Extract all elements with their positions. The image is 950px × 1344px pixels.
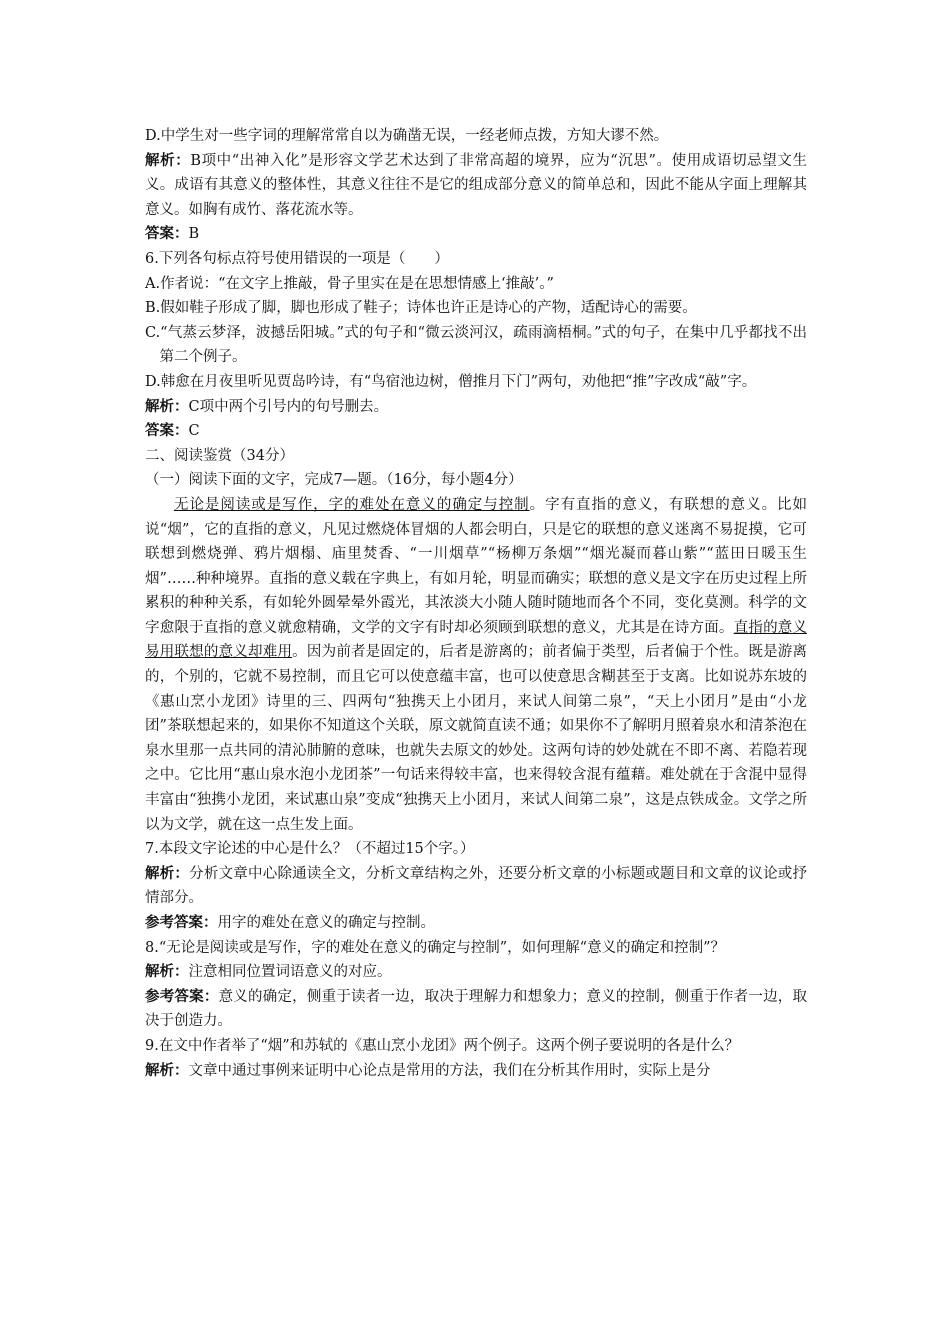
q5-option-d: D.中学生对一些字词的理解常常自以为确凿无误，一经老师点拨，方知大谬不然。: [145, 128, 669, 144]
answer-label: 参考答案：: [145, 914, 218, 931]
analysis-text: C项中两个引号内的句号删去。: [188, 398, 389, 415]
passage-underlined-2: 直指的意义易用联想的意义却难用: [145, 619, 808, 661]
q7-stem: 7.本段文字论述的中心是什么？（不超过15个字。）: [145, 841, 475, 858]
q7-analysis: [145, 862, 807, 911]
q6-option-d: D.韩愈在月夜里听见贾岛吟诗，有“鸟宿池边树，僧推月下门”两句，劝他把“推”字改成“敲”字。: [145, 373, 757, 390]
passage-text-1: 。字有直指的意义，有联想的意义。比如说“烟”，它的直指的意义，凡见过燃烧体冒烟的人都会明白，只是它的联想的意义迷离不易捉摸，它可联想到燃烧弹、鸦片烟榻、庙里焚香、“一川烟草”“杨柳万条烟”“烟光凝而暮山紫”“蓝田日暖玉生烟”……种种境界。直指的意义载在字典上，有如月轮，明显而确实；联想的意义是文字在历史过程上所累积的种种关系，有如轮外圆晕晕外霞光，其浓淡大小随人随时随地而各个不同，变化莫测。科学的文字愈限于直指的意义就愈精确，文学的文字有时却必须顾到联想的意义，尤其是在诗方面。: [145, 496, 808, 636]
analysis-label: 解析：: [145, 397, 189, 415]
section-2-1-heading: （一）阅读下面的文字，完成7—题。（16分，每小题4分）: [145, 472, 523, 489]
q9-stem: 9.在文中作者举了“烟”和苏轼的《惠山烹小龙团》两个例子。这两个例子要说明的各是什么？: [145, 1037, 740, 1054]
reading-passage: [145, 493, 807, 837]
answer-text: 用字的难处在意义的确定与控制。: [217, 915, 435, 931]
analysis-text: 分析文章中心除通读全文，分析文章结构之外，还要分析文章的小标题或题目和文章的议论或抒情部分。: [145, 865, 808, 907]
q5-answer: [145, 222, 807, 247]
q6-analysis: [145, 395, 807, 420]
document-page: [145, 124, 807, 1083]
q8-answer: [145, 985, 807, 1034]
q7-answer: [145, 911, 807, 936]
analysis-label: 解析：: [145, 963, 189, 981]
q6-option-a: A.作者说：“在文字上推敲，骨子里实在是在思想情感上‘推敲’。”: [145, 275, 554, 292]
analysis-text: 注意相同位置词语意义的对应。: [188, 964, 392, 981]
analysis-text: B项中“出神入化”是形容文学艺术达到了非常高超的境界，应为“沉思”。使用成语切忌望文生义。成语有其意义的整体性，其意义往往不是它的组成部分意义的简单总和，因此不能从字面上理解其意义。如胸有成竹、落花流水等。: [145, 152, 807, 218]
answer-text: 意义的确定，侧重于读者一边，取决于理解力和想象力；意义的控制，侧重于作者一边，取决于创造力。: [145, 988, 808, 1030]
q9-analysis: [145, 1059, 807, 1084]
q8-analysis: [145, 960, 807, 985]
q6-answer: [145, 419, 807, 444]
analysis-label: 解析：: [145, 864, 190, 882]
analysis-text: 文章中通过事例来证明中心论点是常用的方法，我们在分析其作用时，实际上是分: [188, 1062, 711, 1079]
answer-text: C: [188, 423, 200, 440]
analysis-label: 解析：: [145, 151, 191, 169]
analysis-label: 解析：: [145, 1061, 189, 1079]
answer-label: 参考答案：: [145, 987, 219, 1005]
q6-stem: 6.下列各句标点符号使用错误的一项是（ ）: [145, 250, 449, 267]
q5-analysis: [145, 149, 807, 223]
answer-label: 答案：: [145, 422, 189, 440]
answer-text: B: [188, 226, 200, 243]
q8-stem: 8.“无论是阅读或是写作，字的难处在意义的确定与控制”，如何理解“意义的确定和控制”？: [145, 939, 725, 956]
q6-option-c: C.“气蒸云梦泽，波撼岳阳城。”式的句子和“微云淡河汉，疏雨滴梧桐。”式的句子，在集中几乎都找不出第二个例子。: [145, 324, 807, 366]
q6-option-b: B.假如鞋子形成了脚，脚也形成了鞋子；诗体也许正是诗心的产物，适配诗心的需要。: [145, 300, 697, 317]
answer-label: 答案：: [145, 225, 189, 243]
passage-text-2: 。因为前者是固定的，后者是游离的；前者偏于类型，后者偏于个性。既是游离的，个别的，它就不易控制，而且它可以使意蕴丰富，也可以使意思含糊甚至于支离。比如说苏东坡的《惠山烹小龙团》诗里的三、四两句“独携天上小团月，来试人间第二泉”，“天上小团月”是由“小龙团”茶联想起来的，如果你不知道这个关联，原文就简直读不通；如果你不了解明月照着泉水和清茶泡在泉水里那一点共同的清沁肺腑的意味，也就失去原文的妙处。这两句诗的妙处就在不即不离、若隐若现之中。它比用“惠山泉水泡小龙团茶”一句话来得较丰富，也来得较含混有蕴藉。难处就在于含混中显得丰富由“独携小龙团，来试惠山泉”变成“独携天上小团月，来试人间第二泉”，这是点铁成金。文学之所以为文学，就在这一点生发上面。: [145, 644, 808, 833]
section-2-heading: 二、阅读鉴赏（34分）: [145, 447, 294, 464]
passage-underlined-1: 无论是阅读或是写作，字的难处在意义的确定与控制: [174, 496, 530, 513]
